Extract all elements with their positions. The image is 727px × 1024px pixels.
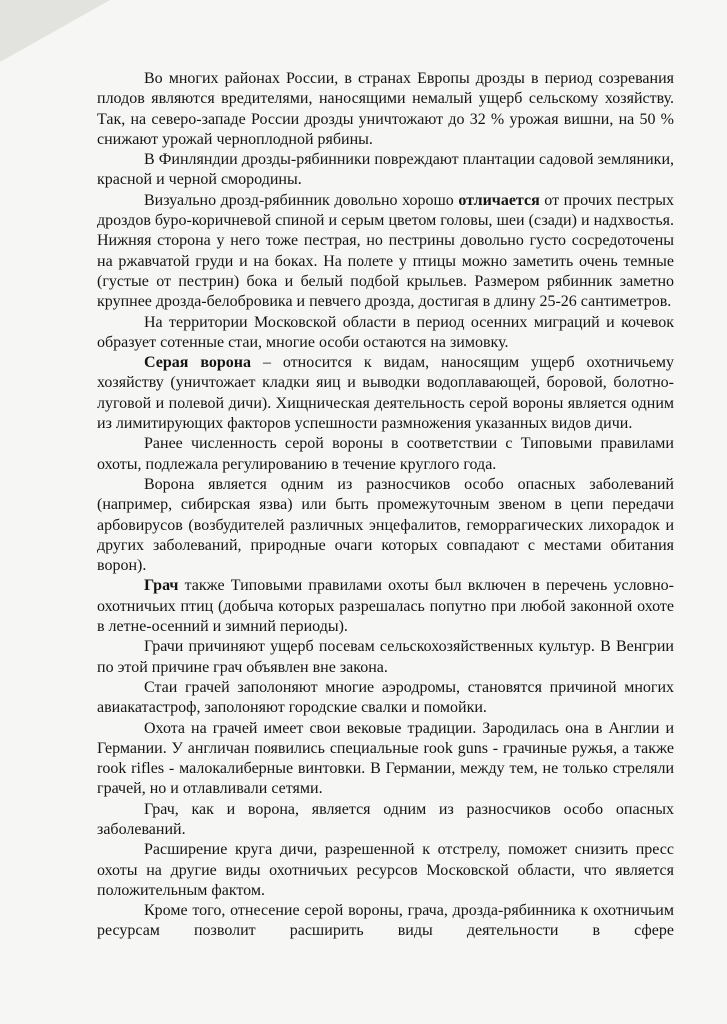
document-body bbox=[97, 69, 674, 942]
paragraph bbox=[97, 576, 674, 637]
text-run: от прочих пестрых дроздов буро-коричневой спиной и серым цветом головы, шеи (сзади) и надхвостья. Нижняя сторона у него тоже пестрая, но пестрины довольно густо сосредоточены на ржавчатой груди и на боках. На полете у птицы можно заметить очень темные (густые от пестрин) бока и белый подбой крыльев. Размером рябинник заметно крупнее дрозда-белобровика и певчего дрозда, достигая в длину 25-26 сантиметров. bbox=[97, 191, 675, 311]
bold-term: отличается bbox=[458, 191, 540, 209]
text-run: Грачи причиняют ущерб посевам сельскохозяйственных культур. В Венгрии по этой причине грач объявлен вне закона. bbox=[97, 638, 674, 676]
text-run: Ранее численность серой вороны в соответствии с Типовыми правилами охоты, подлежала регулированию в течение круглого года. bbox=[97, 435, 674, 473]
paragraph bbox=[97, 901, 674, 942]
paragraph bbox=[97, 800, 674, 841]
text-run: также Типовыми правилами охоты был включен в перечень условно-охотничьих птиц (добыча которых разрешалась попутно при любой законной охоте в летне-осенний и зимний периоды). bbox=[97, 577, 674, 636]
text-run: Расширение круга дичи, разрешенной к отстрелу, поможет снизить пресс охоты на другие виды охотничьих ресурсов Московской области, что является положительным фактом. bbox=[97, 841, 674, 899]
paragraph bbox=[97, 475, 674, 576]
text-run: Кроме того, отнесение серой вороны, грача, дрозда-рябинника к охотничьим ресурсам позволит расширить виды деятельности в сфере bbox=[97, 902, 674, 940]
text-run: Во многих районах России, в странах Европы дрозды в период созревания плодов являются вредителями, наносящими немалый ущерб сельскому хозяйству. Так, на северо-западе России дрозды уничтожают до 32 % урожая вишни, на 50 % снижают урожай черноплодной рябины. bbox=[97, 70, 674, 148]
text-run: В Финляндии дрозды-рябинники повреждают плантации садовой земляники, красной и черной смородины. bbox=[97, 151, 674, 189]
text-run: Охота на грачей имеет свои вековые традиции. Зародилась она в Англии и Германии. У англичан появились специальные rook guns - грачиные ружья, а также rook rifles - малокалиберные винтовки. В Германии, между тем, не только стреляли грачей, но и отлавливали сетями. bbox=[97, 719, 674, 798]
text-run: Визуально дрозд-рябинник довольно хорошо bbox=[144, 191, 459, 209]
paragraph bbox=[97, 313, 674, 354]
bold-term: Грач bbox=[144, 577, 179, 595]
text-run: На территории Московской области в период осенних миграций и кочевок образует сотенные стаи, многие особи остаются на зимовку. bbox=[97, 313, 674, 351]
paragraph bbox=[97, 840, 674, 901]
paragraph bbox=[97, 69, 674, 150]
paragraph bbox=[97, 637, 674, 678]
text-run: – относится к видам, наносящим ущерб охотничьему хозяйству (уничтожает кладки яиц и выводки водоплавающей, боровой, болотно-луговой и полевой дичи). Хищническая деятельность серой вороны является одним из лимитирующих факторов успешности размножения указанных видов дичи. bbox=[97, 354, 674, 433]
paragraph bbox=[97, 719, 674, 800]
text-run: Стаи грачей заполоняют многие аэродромы, становятся причиной многих авиакатастроф, заполоняют городские свалки и помойки. bbox=[97, 678, 674, 717]
text-run: Ворона является одним из разносчиков особо опасных заболеваний (например, сибирская язва) или быть промежуточным звеном в цепи передачи арбовирусов (возбудителей различных энцефалитов, геморрагических лихорадок и других заболеваний, природные очаги которых совпадают с местами обитания ворон). bbox=[97, 475, 674, 575]
paragraph bbox=[97, 150, 674, 191]
paragraph bbox=[97, 678, 674, 719]
text-run: Грач, как и ворона, является одним из разносчиков особо опасных заболеваний. bbox=[97, 800, 674, 838]
paragraph bbox=[97, 353, 674, 434]
paragraph bbox=[97, 434, 674, 475]
paragraph bbox=[97, 191, 674, 313]
bold-term: Серая ворона bbox=[144, 354, 251, 372]
folded-corner bbox=[0, 0, 110, 62]
